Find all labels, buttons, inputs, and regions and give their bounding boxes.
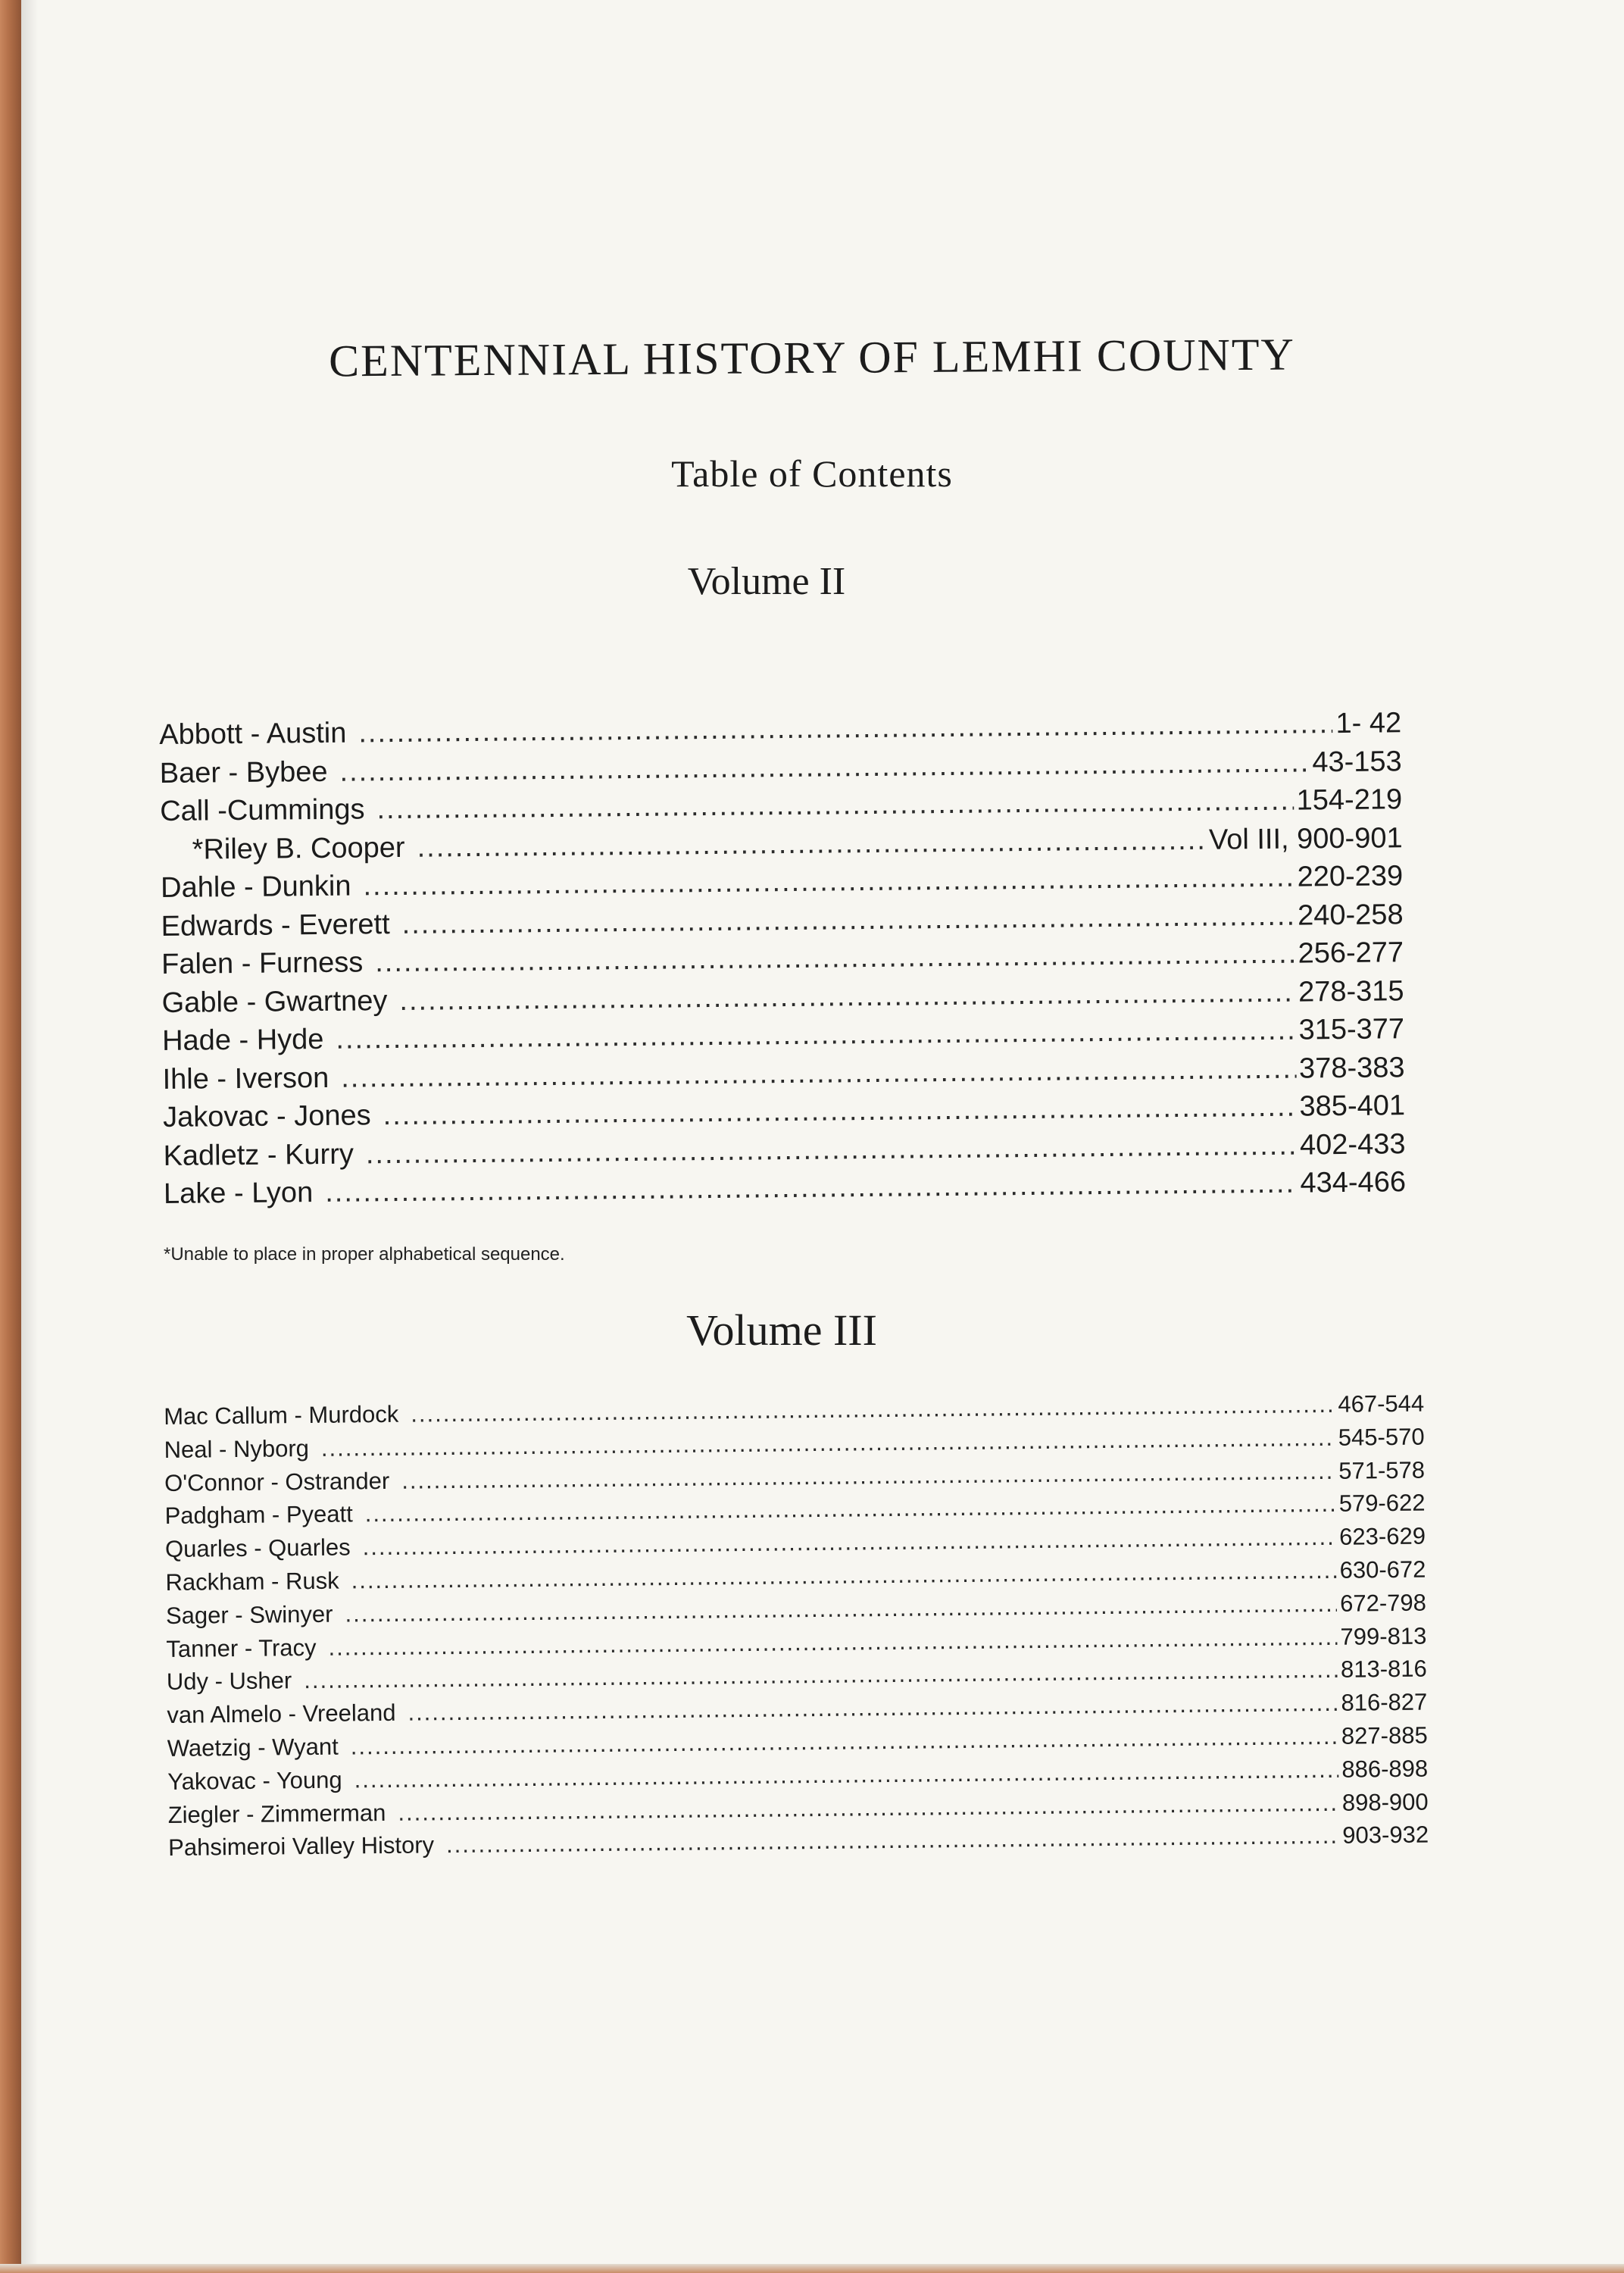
toc-entry-name: Jakovac - Jones: [162, 1099, 371, 1133]
footnote: *Unable to place in proper alphabetical sequence.: [164, 1244, 565, 1265]
toc-entry-pages: 799-813: [1340, 1622, 1427, 1650]
toc-entry-name: Call -Cummings: [160, 793, 365, 827]
toc-entry-name: Dahle - Dunkin: [160, 870, 351, 904]
toc-entry-pages: 1- 42: [1335, 707, 1402, 740]
volume-2-toc: [159, 704, 1406, 1213]
toc-entry-name: Padgham - Pyeatt: [164, 1500, 353, 1530]
book-bottom-edge: [0, 2264, 1624, 2273]
toc-entry-pages: 154-219: [1296, 783, 1403, 817]
toc-entry-name: Tanner - Tracy: [166, 1634, 317, 1662]
toc-entry-pages: 571-578: [1338, 1456, 1426, 1484]
toc-entry-name: Ihle - Iverson: [162, 1061, 329, 1096]
toc-entry-name: Mac Callum - Murdock: [164, 1400, 399, 1430]
toc-entry-name: Pahsimeroi Valley History: [168, 1831, 435, 1862]
toc-entry-name: Quarles - Quarles: [164, 1534, 351, 1563]
toc-entry-pages: 816-827: [1341, 1688, 1428, 1716]
toc-entry-pages: 813-816: [1340, 1655, 1427, 1684]
volume-3-heading: Volume III: [686, 1305, 877, 1355]
toc-heading: Table of Contents: [671, 452, 953, 495]
toc-entry-name: Edwards - Everett: [161, 908, 390, 943]
toc-entry-name: Yakovac - Young: [167, 1766, 342, 1795]
toc-entry-name: Neal - Nyborg: [164, 1434, 310, 1463]
toc-entry-pages: 315-377: [1298, 1013, 1405, 1046]
toc-entry-pages: 545-570: [1338, 1423, 1425, 1451]
toc-entry-name: Udy - Usher: [166, 1667, 292, 1696]
volume-3-toc: [164, 1387, 1429, 1865]
toc-entry-pages: 672-798: [1339, 1589, 1427, 1617]
toc-entry-pages: 630-672: [1339, 1555, 1426, 1584]
toc-entry-pages: 467-544: [1338, 1390, 1425, 1418]
toc-entry-pages: 886-898: [1341, 1755, 1429, 1783]
toc-entry-pages: 579-622: [1338, 1489, 1426, 1518]
toc-entry-pages: 434-466: [1300, 1166, 1407, 1199]
toc-entry-name: Kadletz - Kurry: [163, 1138, 354, 1172]
volume-2-heading: Volume II: [687, 560, 846, 603]
toc-entry-name: Hade - Hyde: [161, 1023, 324, 1057]
toc-entry-name: van Almelo - Vreeland: [167, 1699, 396, 1729]
toc-entry-pages: Vol III, 900-901: [1208, 821, 1403, 856]
toc-entry-name: Sager - Swinyer: [165, 1600, 333, 1629]
toc-entry-name: Abbott - Austin: [159, 717, 347, 751]
toc-entry-name: Lake - Lyon: [163, 1177, 314, 1210]
toc-entry-pages: 278-315: [1298, 974, 1404, 1008]
toc-entry-pages: 898-900: [1341, 1788, 1429, 1816]
toc-entry-name: *Riley B. Cooper: [192, 831, 405, 866]
toc-entry-name: Gable - Gwartney: [161, 984, 388, 1019]
book-title: CENTENNIAL HISTORY OF LEMHI COUNTY: [328, 329, 1296, 386]
toc-entry-pages: 256-277: [1298, 936, 1404, 970]
toc-entry-name: Waetzig - Wyant: [167, 1733, 339, 1762]
toc-entry-pages: 402-433: [1299, 1127, 1406, 1162]
toc-entry-name: Rackham - Rusk: [165, 1567, 339, 1596]
toc-entry-pages: 385-401: [1299, 1090, 1406, 1123]
toc-entry-pages: 903-932: [1342, 1821, 1429, 1849]
toc-entry-pages: 240-258: [1297, 898, 1404, 932]
toc-entry-name: O'Connor - Ostrander: [164, 1467, 390, 1496]
toc-entry-name: Falen - Furness: [161, 946, 364, 980]
toc-entry-pages: 827-885: [1341, 1721, 1428, 1749]
toc-entry-pages: 378-383: [1298, 1051, 1405, 1085]
toc-entry-name: Baer - Bybee: [159, 755, 328, 789]
toc-entry-name: Ziegler - Zimmerman: [167, 1799, 386, 1828]
toc-entry-pages: 43-153: [1312, 745, 1402, 778]
toc-entry-pages: 623-629: [1339, 1522, 1426, 1550]
toc-entry-pages: 220-239: [1297, 860, 1404, 893]
